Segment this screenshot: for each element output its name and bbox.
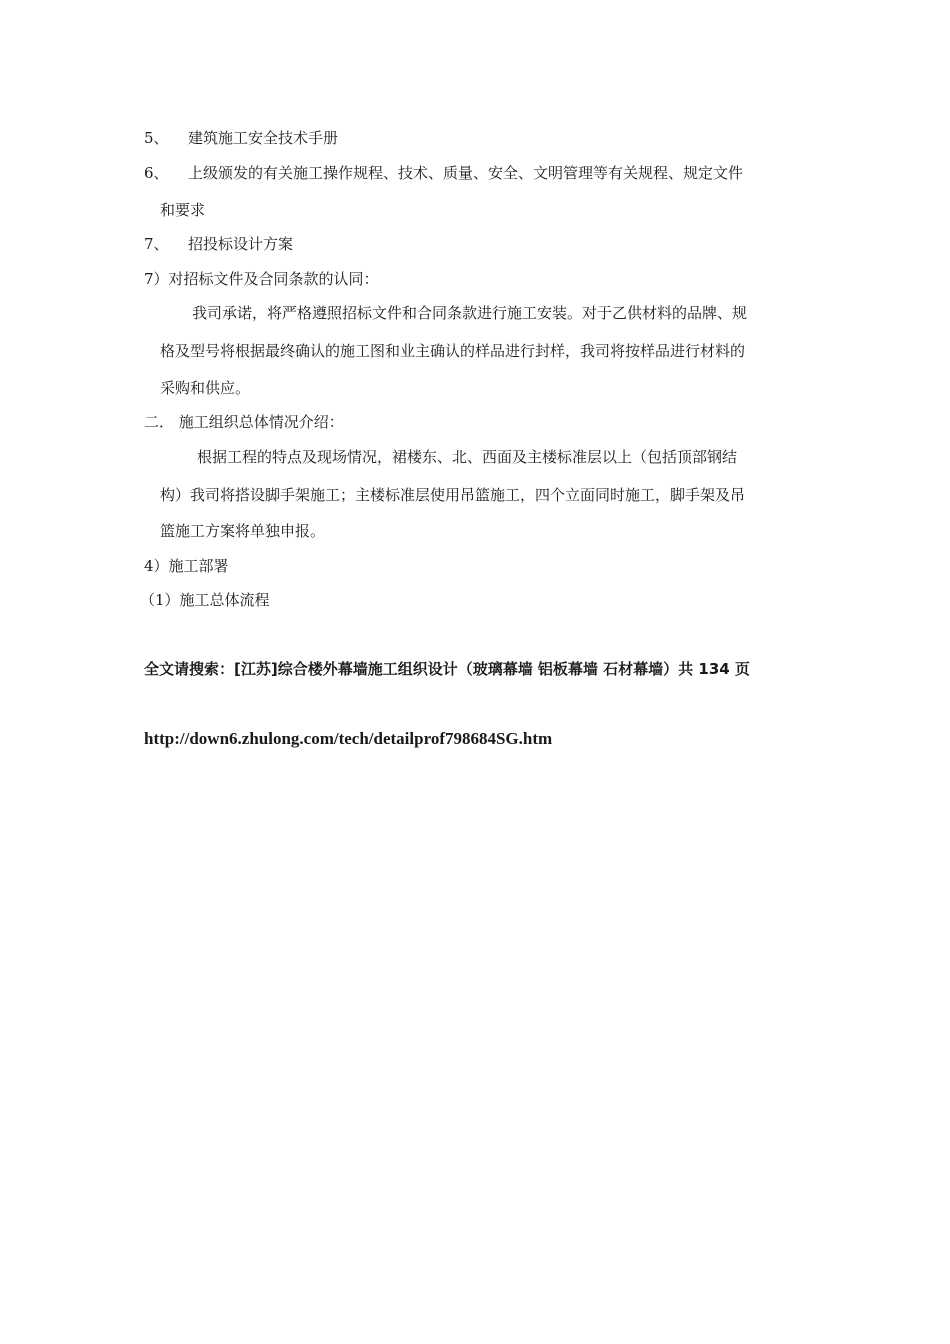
paragraph-line: 根据工程的特点及现场情况，裙楼东、北、西面及主楼标准层以上（包括顶部钢结 <box>197 448 738 466</box>
list-text: 招投标设计方案 <box>188 235 294 253</box>
paragraph-line: 采购和供应。 <box>160 379 251 397</box>
list-item-6-continuation: 和要求 <box>160 201 206 219</box>
list-number: 7、 <box>144 235 169 253</box>
search-notice: 全文请搜索：[江苏]综合楼外幕墙施工组织设计（玻璃幕墙 铝板幕墙 石材幕墙）共 134 页 <box>144 660 750 678</box>
paragraph-line: 篮施工方案将单独申报。 <box>160 522 326 540</box>
list-item-7 <box>144 234 293 254</box>
paragraph-line: 构）我司将搭设脚手架施工；主楼标准层使用吊篮施工，四个立面同时施工，脚手架及吊 <box>160 486 746 504</box>
list-text: 建筑施工安全技术手册 <box>188 129 339 147</box>
section-heading-tender: 7）对招标文件及合同条款的认同： <box>144 270 379 288</box>
list-text: 上级颁发的有关施工操作规程、技术、质量、安全、文明管理等有关规程、规定文件 <box>188 164 744 182</box>
list-number: 6、 <box>144 164 169 182</box>
list-item-6 <box>144 163 743 183</box>
document-url-link[interactable]: http://down6.zhulong.com/tech/detailprof798684SG.htm <box>144 729 553 748</box>
subsection-heading: （1）施工总体流程 <box>140 591 270 609</box>
section-heading-deployment: 4）施工部署 <box>144 557 229 575</box>
list-item-5 <box>144 128 338 148</box>
paragraph-line: 我司承诺，将严格遵照招标文件和合同条款进行施工安装。对于乙供材料的品牌、规 <box>192 304 748 322</box>
paragraph-line: 格及型号将根据最终确认的施工图和业主确认的样品进行封样，我司将按样品进行材料的 <box>160 342 746 360</box>
section-heading-overview: 二． 施工组织总体情况介绍： <box>144 413 344 431</box>
list-number: 5、 <box>144 129 169 147</box>
